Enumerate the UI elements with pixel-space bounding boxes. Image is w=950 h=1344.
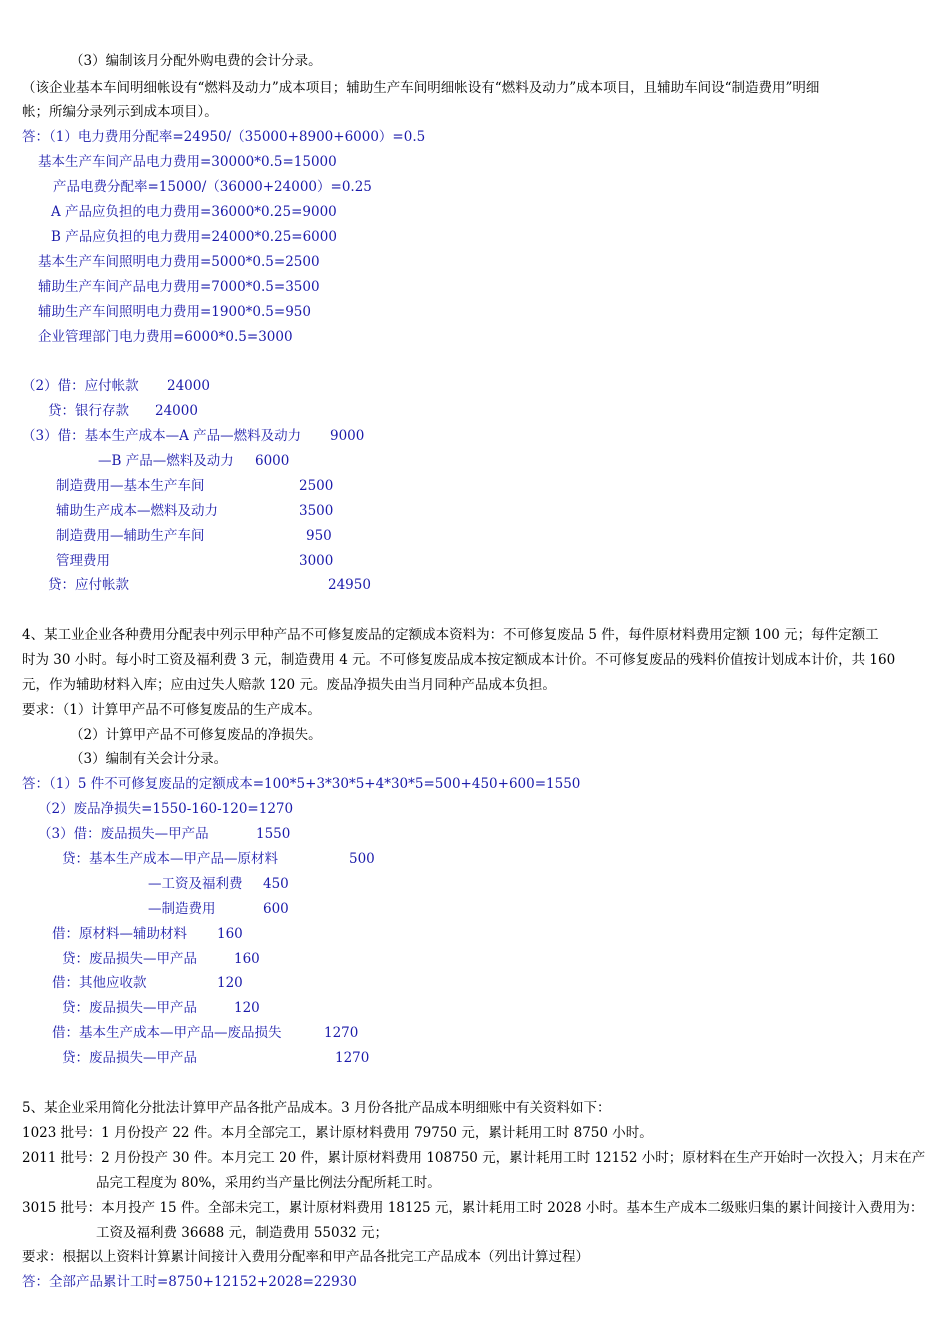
q5-text-line-1: 5、某企业采用简化分批法计算甲产品各批产品成本。3 月份各批产品成本明细账中有关资料如下： — [22, 1100, 611, 1116]
q3-entry-3-debit: 制造费用—基本生产车间 — [56, 478, 205, 494]
q3-entry-2-debit: （2）借：应付帐款 — [22, 378, 139, 394]
q3-entry-3-amount: 3500 — [299, 503, 334, 519]
q3-answer-line: 企业管理部门电力费用=6000*0.5=3000 — [38, 329, 293, 345]
q3-answer-line: 基本生产车间产品电力费用=30000*0.5=15000 — [38, 154, 337, 170]
q4-entry-amount: 1550 — [256, 826, 291, 842]
q5-batch-1023: 1023 批号：1 月份投产 22 件。本月全部完工，累计原材料费用 79750 元，累计耗用工时 8750 小时。 — [22, 1125, 653, 1141]
q3-answer-rate: 答：（1）电力费用分配率=24950/（35000+8900+6000）=0.5 — [22, 129, 426, 145]
q4-entry-amount: 120 — [234, 1000, 260, 1016]
q3-answer-line: 辅助生产车间照明电力费用=1900*0.5=950 — [38, 304, 311, 320]
q4-text-line-2: 时为 30 小时。每小时工资及福利费 3 元，制造费用 4 元。不可修复废品成本按定额成本计价。不可修复废品的残料价值按计划成本计价，共 160 — [22, 652, 896, 668]
q4-entry-credit: 贷：废品损失—甲产品 — [62, 951, 197, 967]
q4-entry-amount: 600 — [263, 901, 289, 917]
q3-note-line-1: （该企业基本车间明细帐设有“燃料及动力”成本项目；辅助生产车间明细帐设有“燃料及动力”成本项目，且辅助车间设“制造费用”明细 — [22, 80, 820, 96]
q4-requirement-2: （2）计算甲产品不可修复废品的净损失。 — [70, 727, 322, 743]
q3-answer-line: 辅助生产车间产品电力费用=7000*0.5=3500 — [38, 279, 320, 295]
q3-entry-3-credit: 贷：应付帐款 — [48, 577, 129, 593]
q4-answer-cost: 答：（1）5 件不可修复废品的定额成本=100*5+3*30*5+4*30*5=500+450+600=1550 — [22, 776, 581, 792]
q4-entry-debit: 借：其他应收款 — [52, 975, 147, 991]
q3-entry-3-debit: —B 产品—燃料及动力 — [98, 453, 234, 469]
q5-batch-3015-cont: 工资及福利费 36688 元，制造费用 55032 元； — [96, 1225, 389, 1241]
q3-entry-3-credit-amount: 24950 — [328, 577, 371, 593]
q3-entry-3-amount: 6000 — [255, 453, 290, 469]
q4-entry-amount: 120 — [217, 975, 243, 991]
q4-requirement-3: （3）编制有关会计分录。 — [70, 751, 228, 767]
q4-entry-debit: （3）借：废品损失—甲产品 — [38, 826, 209, 842]
q3-answer-line: B 产品应负担的电力费用=24000*0.25=6000 — [51, 229, 337, 245]
q3-task-3: （3）编制该月分配外购电费的会计分录。 — [70, 53, 322, 69]
q5-batch-3015: 3015 批号：本月投产 15 件。全部未完工，累计原材料费用 18125 元，累计耗用工时 2028 小时。基本生产成本二级账归集的累计间接计入费用为： — [22, 1200, 924, 1216]
q3-answer-line: 基本生产车间照明电力费用=5000*0.5=2500 — [38, 254, 320, 270]
q4-entry-debit: 借：基本生产成本—甲产品—废品损失 — [52, 1025, 282, 1041]
q3-entry-3-amount: 3000 — [299, 553, 334, 569]
q4-entry-amount: 1270 — [335, 1050, 370, 1066]
q4-text-line-1: 4、某工业企业各种费用分配表中列示甲种产品不可修复废品的定额成本资料为：不可修复废品 5 件，每件原材料费用定额 100 元；每件定额工 — [22, 627, 879, 643]
q4-answer-net-loss: （2）废品净损失=1550-160-120=1270 — [38, 801, 294, 817]
q3-entry-3-debit: 制造费用—辅助生产车间 — [56, 528, 205, 544]
q4-text-line-3: 元，作为辅助材料入库；应由过失人赔款 120 元。废品净损失由当月同种产品成本负担。 — [22, 677, 556, 693]
q3-answer-line: 产品电费分配率=15000/（36000+24000）=0.25 — [53, 179, 372, 195]
q5-batch-2011-cont: 品完工程度为 80%，采用约当产量比例法分配所耗工时。 — [96, 1175, 441, 1191]
q4-entry-amount: 500 — [349, 851, 375, 867]
q3-entry-3-amount: 950 — [306, 528, 332, 544]
q4-entry-amount: 450 — [263, 876, 289, 892]
q4-entry-credit: 贷：基本生产成本—甲产品—原材料 — [62, 851, 278, 867]
q5-requirement: 要求：根据以上资料计算累计间接计入费用分配率和甲产品各批完工产品成本（列出计算过程） — [22, 1249, 589, 1265]
q3-entry-3-amount: 2500 — [299, 478, 334, 494]
q3-entry-2-credit-amount: 24000 — [155, 403, 198, 419]
q3-entry-2-credit: 贷：银行存款 — [48, 403, 129, 419]
q4-entry-credit: 贷：废品损失—甲产品 — [62, 1000, 197, 1016]
q4-requirement-1: 要求：（1）计算甲产品不可修复废品的生产成本。 — [22, 702, 321, 718]
q4-entry-debit: 借：原材料—辅助材料 — [52, 926, 187, 942]
q3-note-line-2: 帐；所编分录列示到成本项目）。 — [22, 104, 218, 120]
q4-entry-credit: —工资及福利费 — [148, 876, 243, 892]
q5-answer: 答：全部产品累计工时=8750+12152+2028=22930 — [22, 1274, 357, 1290]
q3-entry-3-debit: 管理费用 — [56, 553, 110, 569]
q3-entry-2-debit-amount: 24000 — [167, 378, 210, 394]
q4-entry-amount: 160 — [217, 926, 243, 942]
q4-entry-amount: 160 — [234, 951, 260, 967]
q4-entry-credit: 贷：废品损失—甲产品 — [62, 1050, 197, 1066]
q3-entry-3-debit: （3）借：基本生产成本—A 产品—燃料及动力 — [22, 428, 302, 444]
q5-batch-2011: 2011 批号：2 月份投产 30 件。本月完工 20 件，累计原材料费用 108750 元，累计耗用工时 12152 小时；原材料在生产开始时一次投入；月末在产 — [22, 1150, 926, 1166]
q4-entry-credit: —制造费用 — [148, 901, 216, 917]
q3-entry-3-debit: 辅助生产成本—燃料及动力 — [56, 503, 218, 519]
q3-entry-3-amount: 9000 — [330, 428, 365, 444]
q4-entry-amount: 1270 — [324, 1025, 359, 1041]
q3-answer-line: A 产品应负担的电力费用=36000*0.25=9000 — [51, 204, 337, 220]
